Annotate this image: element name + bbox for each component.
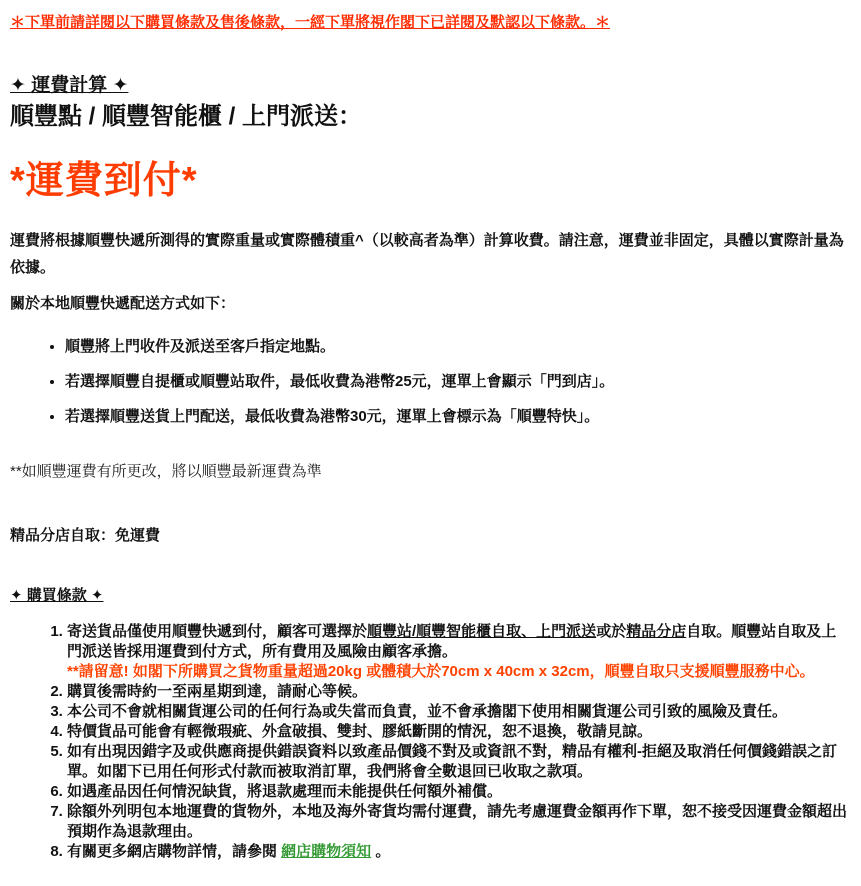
term-text: 。 <box>371 843 391 861</box>
purchase-terms-list <box>10 622 847 862</box>
term-item: 6. 如遇產品因任何情況缺貨，將退款處理而未能提供任何額外補償。 <box>67 782 847 802</box>
term-text: 寄送貨品僅使用順豐快遞到付，顧客可選擇於 <box>67 623 368 641</box>
list-item: • 若選擇順豐自提櫃或順豐站取件，最低收費為港幣25元，運單上會顯示「門到店」。 <box>65 371 847 392</box>
term-text: 有關更多網店購物詳情，請參閱 <box>67 843 282 861</box>
list-item: • 若選擇順豐送貨上門配送，最低收費為港幣30元，運單上會標示為「順豐特快」。 <box>65 406 847 427</box>
term-item <box>67 622 847 682</box>
delivery-methods-intro: 關於本地順豐快遞配送方式如下： <box>10 295 236 313</box>
term-item <box>67 842 847 862</box>
freight-collect-title: *運費到付* <box>10 159 198 202</box>
term-item: 5. 如有出現因錯字及或供應商提供錯誤資料以致產品價錢不對及或資訊不對，精品有權利-拒絕及取消任何價錢錯誤之訂單。如閣下已用任何形式付款而被取消訂單，我們將會全數退回已收取之款項。 <box>67 742 847 782</box>
term-text: 或於 <box>596 623 627 641</box>
delivery-options-list <box>10 336 847 427</box>
store-pickup-line: 精品分店自取：免運費 <box>10 526 161 544</box>
purchase-terms-heading: ✦ 購買條款 ✦ <box>10 586 104 604</box>
fee-change-note: **如順豐運費有所更改，將以順豐最新運費為準 <box>10 462 322 480</box>
term-text: 自取。順豐站自取及上門派送皆採用運費到付方式，所有費用及風險由顧客承擔。 <box>67 623 837 661</box>
term-item: 7. 除額外列明包本地運費的貨物外，本地及海外寄貨均需付運費，請先考慮運費金額再作下單，恕不接受因運費金額超出預期作為退款理由。 <box>67 802 847 842</box>
list-item: • 順豐將上門收件及派送至客戶指定地點。 <box>65 336 847 357</box>
term-text-underlined: 精品分店 <box>626 623 687 641</box>
shipping-intro-paragraph: 運費將根據順豐快遞所測得的實際重量或實際體積重^（以較高者為準）計算收費。請注意，運費並非固定，具體以實際計量為依據。 <box>10 232 844 277</box>
term-item: 2. 購買後需時約一至兩星期到達，請耐心等候。 <box>67 682 847 702</box>
term-item: 3. 本公司不會就相關貨運公司的任何行為或失當而負責，並不會承擔閣下使用相關貨運公司引致的風險及責任。 <box>67 702 847 722</box>
shipping-methods-subheading: 順豐點 / 順豐智能櫃 / 上門派送： <box>10 102 363 130</box>
term-item: 4. 特價貨品可能會有輕微瑕疵、外盒破損、雙封、膠紙斷開的情況，恕不退換，敬請見諒。 <box>67 722 847 742</box>
top-warning-banner: ＊下單前請詳閱以下購買條款及售後條款，一經下單將視作閣下已詳閱及默認以下條款。＊ <box>10 14 611 31</box>
term-text-underlined: 順豐站/順豐智能櫃自取、上門派送 <box>367 623 597 641</box>
shop-notice-link[interactable]: 網店購物須知 <box>281 843 372 861</box>
shipping-calc-heading: ✦ 運費計算 ✦ <box>10 74 129 96</box>
weight-limit-warning: **請留意! 如閣下所購買之貨物重量超過20kg 或體積大於70cm x 40cm x 32cm，順豐自取只支援順豐服務中心。 <box>67 663 815 681</box>
